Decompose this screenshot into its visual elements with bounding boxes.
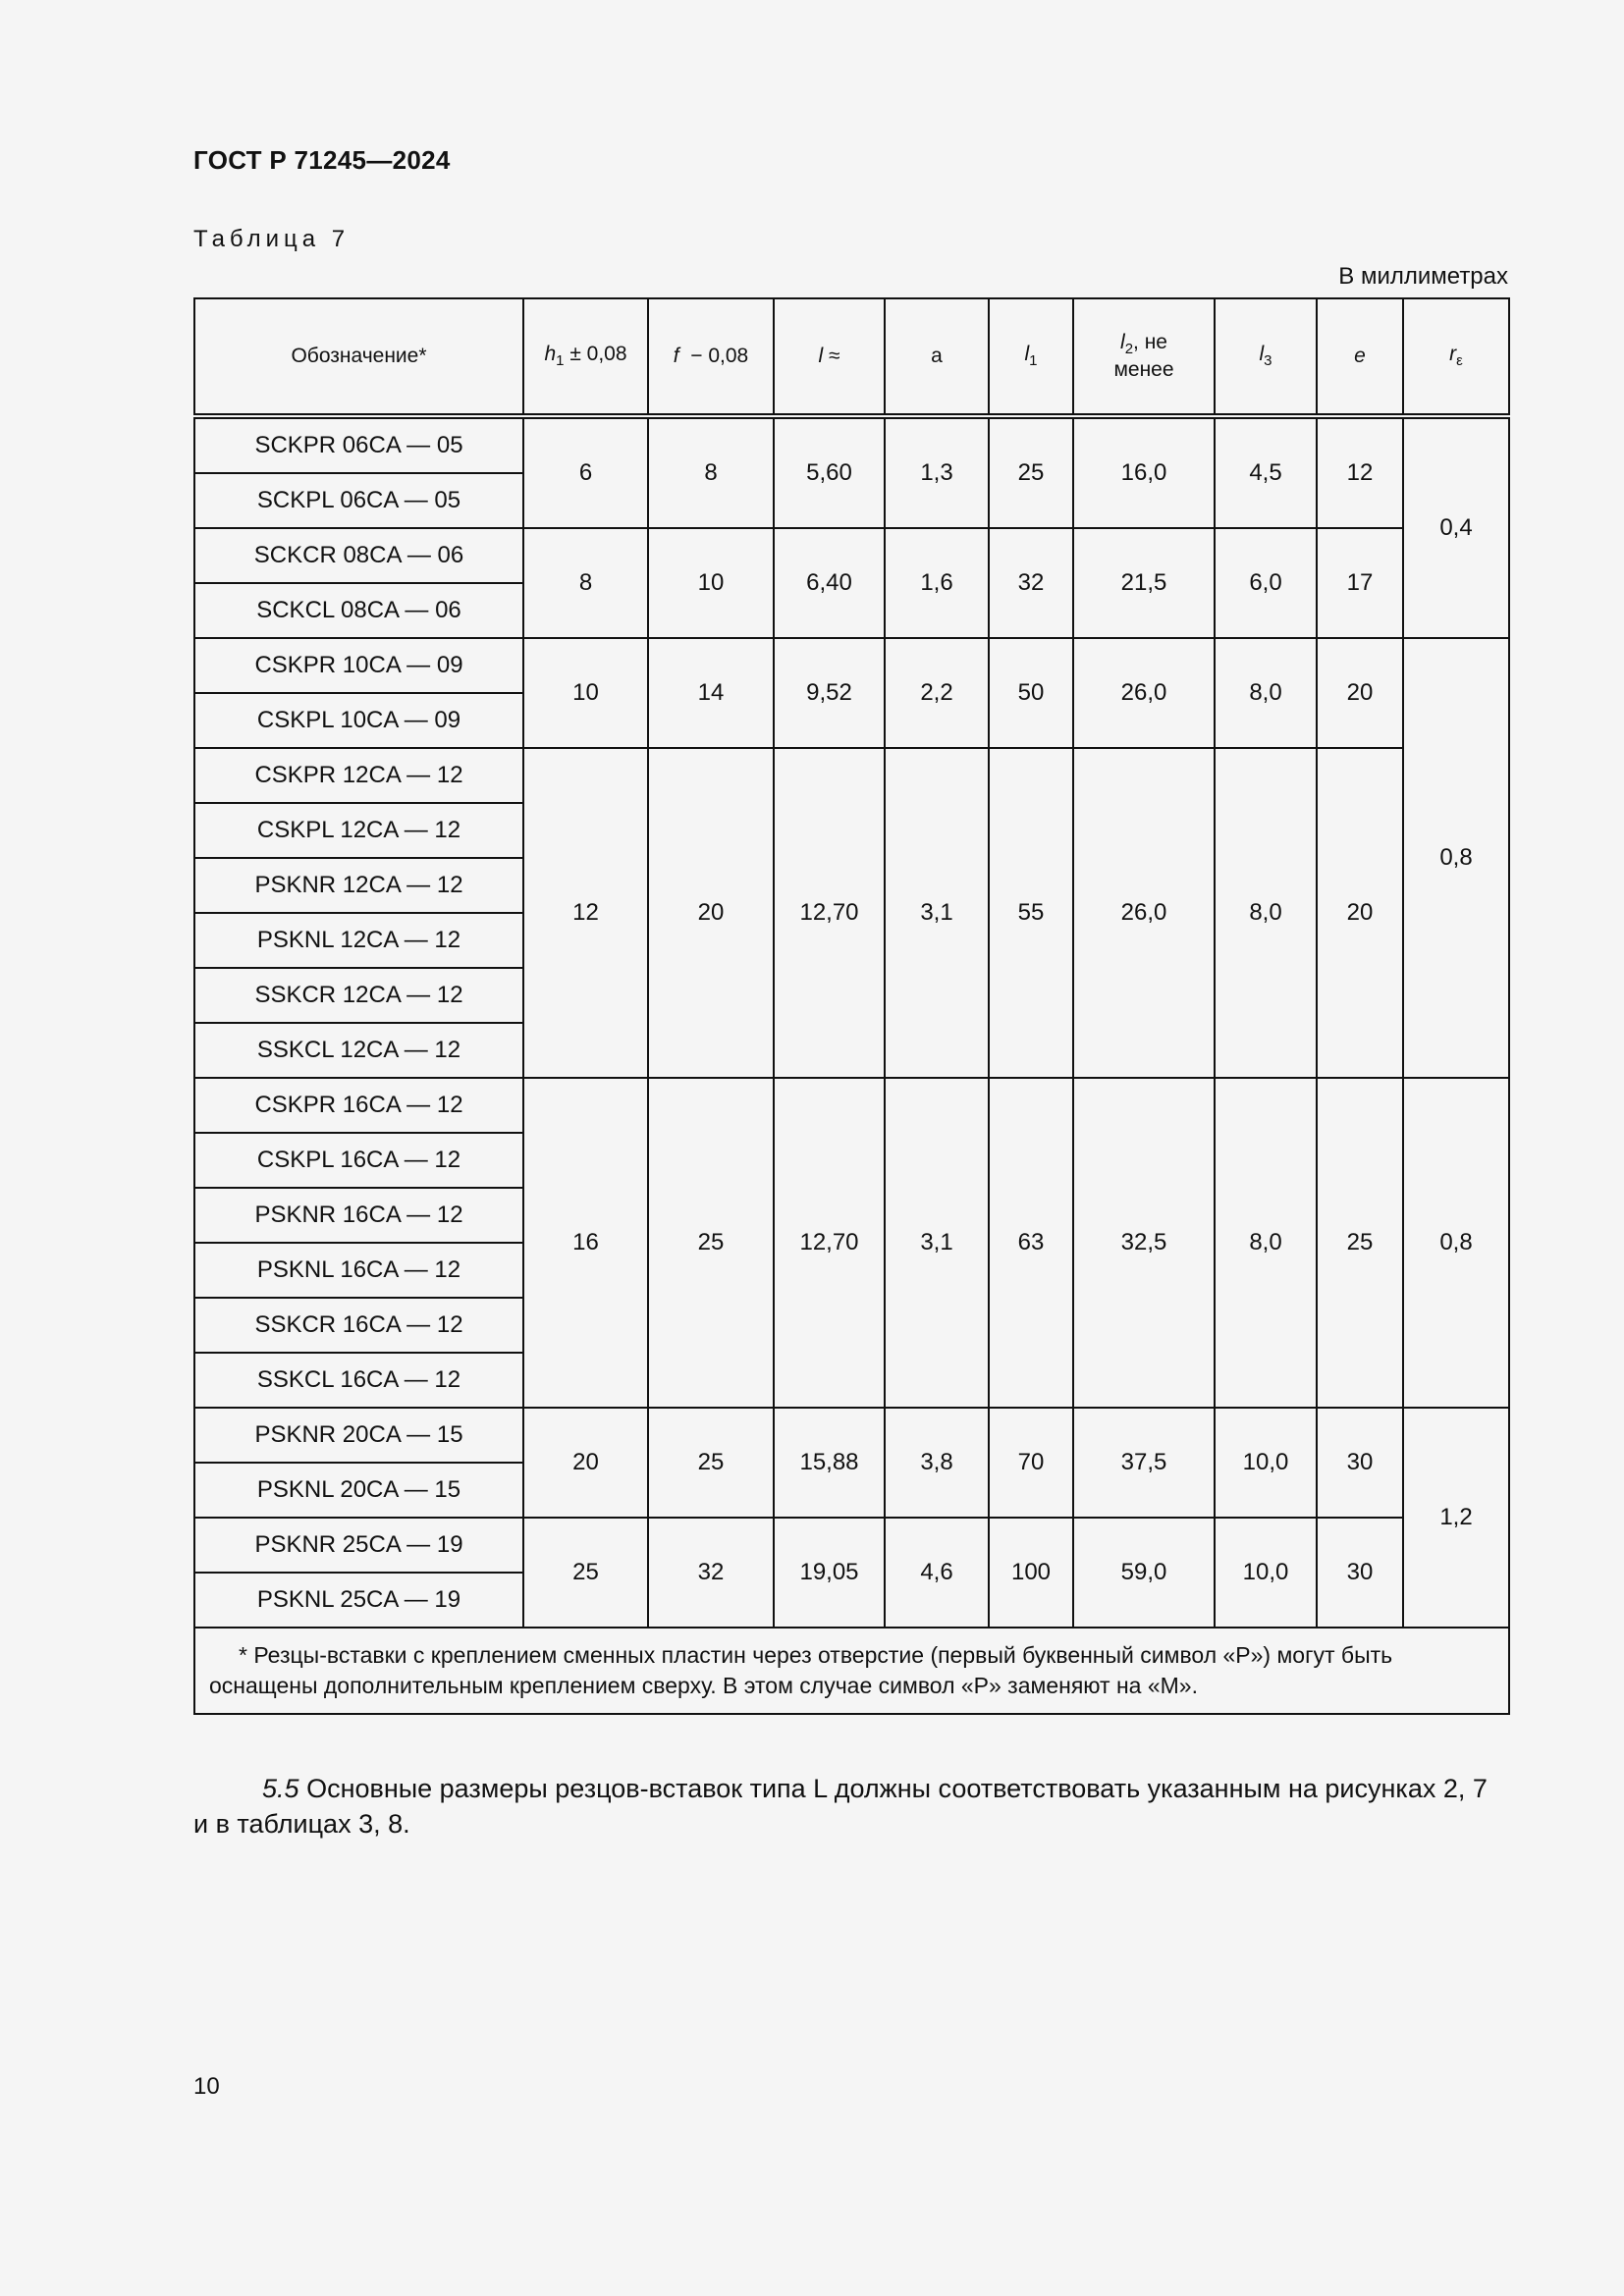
- cell-l3: 8,0: [1215, 1078, 1317, 1408]
- table-header-row: [194, 298, 1509, 416]
- header-f-tolerance: − 0,08: [690, 344, 749, 367]
- header-l2-line2: менее: [1113, 357, 1174, 381]
- header-r-epsilon: $r_\varepsilon$: [1403, 298, 1509, 416]
- cell-l1: 55: [989, 748, 1073, 1078]
- cell-designation: PSKNL 20CA — 15: [194, 1463, 523, 1518]
- cell-h1: 20: [523, 1408, 648, 1518]
- cell-h1: 16: [523, 1078, 648, 1408]
- cell-l3: 6,0: [1215, 528, 1317, 638]
- cell-l2: 37,5: [1073, 1408, 1215, 1518]
- cell-l2: 59,0: [1073, 1518, 1215, 1628]
- cell-l2: 32,5: [1073, 1078, 1215, 1408]
- cell-designation: CSKPL 16CA — 12: [194, 1133, 523, 1188]
- table-row: [194, 1408, 1509, 1463]
- cell-a: 3,8: [885, 1408, 989, 1518]
- cell-r-epsilon: 1,2: [1403, 1408, 1509, 1628]
- cell-e: 20: [1317, 638, 1403, 748]
- cell-h1: 6: [523, 416, 648, 528]
- table-footnote: [194, 1628, 1509, 1714]
- cell-l: 15,88: [774, 1408, 885, 1518]
- cell-l3: 10,0: [1215, 1408, 1317, 1518]
- cell-designation: SCKPR 06CA — 05: [194, 416, 523, 473]
- header-l1: $l_1$: [989, 298, 1073, 416]
- cell-a: 3,1: [885, 1078, 989, 1408]
- cell-designation: PSKNR 12CA — 12: [194, 858, 523, 913]
- header-a: a: [885, 298, 989, 416]
- cell-f: 10: [648, 528, 774, 638]
- cell-l1: 50: [989, 638, 1073, 748]
- cell-designation: SSKCL 12CA — 12: [194, 1023, 523, 1078]
- cell-f: 14: [648, 638, 774, 748]
- cell-designation: CSKPR 10CA — 09: [194, 638, 523, 693]
- cell-designation: CSKPR 12CA — 12: [194, 748, 523, 803]
- table-row: [194, 1518, 1509, 1573]
- cell-f: 25: [648, 1408, 774, 1518]
- cell-l2: 26,0: [1073, 638, 1215, 748]
- cell-l1: 70: [989, 1408, 1073, 1518]
- table-caption: Таблица 7: [193, 226, 351, 252]
- cell-a: 1,6: [885, 528, 989, 638]
- units-note: В миллиметрах: [1338, 263, 1508, 290]
- cell-f: 25: [648, 1078, 774, 1408]
- cell-f: 20: [648, 748, 774, 1078]
- cell-r-epsilon: 0,8: [1403, 638, 1509, 1078]
- header-e: e: [1317, 298, 1403, 416]
- cell-l1: 63: [989, 1078, 1073, 1408]
- cell-l2: 21,5: [1073, 528, 1215, 638]
- cell-e: 25: [1317, 1078, 1403, 1408]
- header-l-approx: ≈: [828, 344, 840, 367]
- cell-designation: SCKPL 06CA — 05: [194, 473, 523, 528]
- table-row: [194, 748, 1509, 803]
- cell-designation: PSKNL 16CA — 12: [194, 1243, 523, 1298]
- cell-h1: 10: [523, 638, 648, 748]
- cell-designation: PSKNR 20CA — 15: [194, 1408, 523, 1463]
- page-number: 10: [193, 2073, 220, 2100]
- table-row: [194, 1078, 1509, 1133]
- cell-designation: SSKCR 16CA — 12: [194, 1298, 523, 1353]
- cell-designation: PSKNR 16CA — 12: [194, 1188, 523, 1243]
- cell-designation: SSKCL 16CA — 12: [194, 1353, 523, 1408]
- header-l2: $l_2$, не менее: [1073, 298, 1215, 416]
- header-h1-tolerance: ± 0,08: [569, 343, 627, 366]
- cell-l: 6,40: [774, 528, 885, 638]
- cell-designation: CSKPL 10CA — 09: [194, 693, 523, 748]
- footnote-row: [194, 1628, 1509, 1714]
- paragraph-text: Основные размеры резцов-вставок типа L должны соответствовать указанным на рисунках 2, 7 и в таблицах 3, 8.: [193, 1774, 1488, 1839]
- table-row: [194, 638, 1509, 693]
- header-l2-suffix: , не: [1133, 331, 1167, 354]
- cell-e: 30: [1317, 1408, 1403, 1518]
- cell-h1: 8: [523, 528, 648, 638]
- cell-e: 30: [1317, 1518, 1403, 1628]
- header-l3: $l_3$: [1215, 298, 1317, 416]
- header-l: l ≈: [774, 298, 885, 416]
- cell-a: 3,1: [885, 748, 989, 1078]
- cell-a: 4,6: [885, 1518, 989, 1628]
- cell-designation: SCKCL 08CA — 06: [194, 583, 523, 638]
- cell-l: 9,52: [774, 638, 885, 748]
- cell-designation: CSKPR 16CA — 12: [194, 1078, 523, 1133]
- cell-l3: 8,0: [1215, 748, 1317, 1078]
- document-header: ГОСТ Р 71245—2024: [193, 145, 451, 175]
- cell-designation: SSKCR 12CA — 12: [194, 968, 523, 1023]
- cell-e: 20: [1317, 748, 1403, 1078]
- paragraph-number: 5.5: [262, 1774, 299, 1803]
- cell-a: 2,2: [885, 638, 989, 748]
- table-row: [194, 528, 1509, 583]
- cell-l: 19,05: [774, 1518, 885, 1628]
- cell-e: 17: [1317, 528, 1403, 638]
- cell-l3: 10,0: [1215, 1518, 1317, 1628]
- cell-l3: 8,0: [1215, 638, 1317, 748]
- cell-r-epsilon: 0,4: [1403, 416, 1509, 638]
- cell-designation: CSKPL 12CA — 12: [194, 803, 523, 858]
- cell-l: 12,70: [774, 748, 885, 1078]
- cell-l2: 26,0: [1073, 748, 1215, 1078]
- cell-designation: PSKNR 25CA — 19: [194, 1518, 523, 1573]
- cell-e: 12: [1317, 416, 1403, 528]
- cell-l: 5,60: [774, 416, 885, 528]
- footnote-text: * Резцы-вставки с креплением сменных пластин через отверстие (первый буквенный символ «P») могут быть оснащены дополнительным креплением сверху. В этом случае символ «P» заменяют на «M».: [209, 1642, 1393, 1698]
- cell-l1: 100: [989, 1518, 1073, 1628]
- cell-h1: 25: [523, 1518, 648, 1628]
- cell-l1: 32: [989, 528, 1073, 638]
- cell-f: 8: [648, 416, 774, 528]
- header-h1: $h_1 \pm 0,08$: [523, 298, 648, 416]
- table-row: [194, 416, 1509, 473]
- cell-l3: 4,5: [1215, 416, 1317, 528]
- cell-a: 1,3: [885, 416, 989, 528]
- cell-designation: PSKNL 25CA — 19: [194, 1573, 523, 1628]
- header-designation: Обозначение*: [194, 298, 523, 416]
- cell-designation: PSKNL 12CA — 12: [194, 913, 523, 968]
- header-f: f − 0,08: [648, 298, 774, 416]
- cell-l: 12,70: [774, 1078, 885, 1408]
- cell-l1: 25: [989, 416, 1073, 528]
- cell-f: 32: [648, 1518, 774, 1628]
- dimensions-table: [193, 297, 1510, 1715]
- cell-l2: 16,0: [1073, 416, 1215, 528]
- cell-r-epsilon: 0,8: [1403, 1078, 1509, 1408]
- cell-h1: 12: [523, 748, 648, 1078]
- paragraph-5-5: [193, 1771, 1508, 1842]
- cell-designation: SCKCR 08CA — 06: [194, 528, 523, 583]
